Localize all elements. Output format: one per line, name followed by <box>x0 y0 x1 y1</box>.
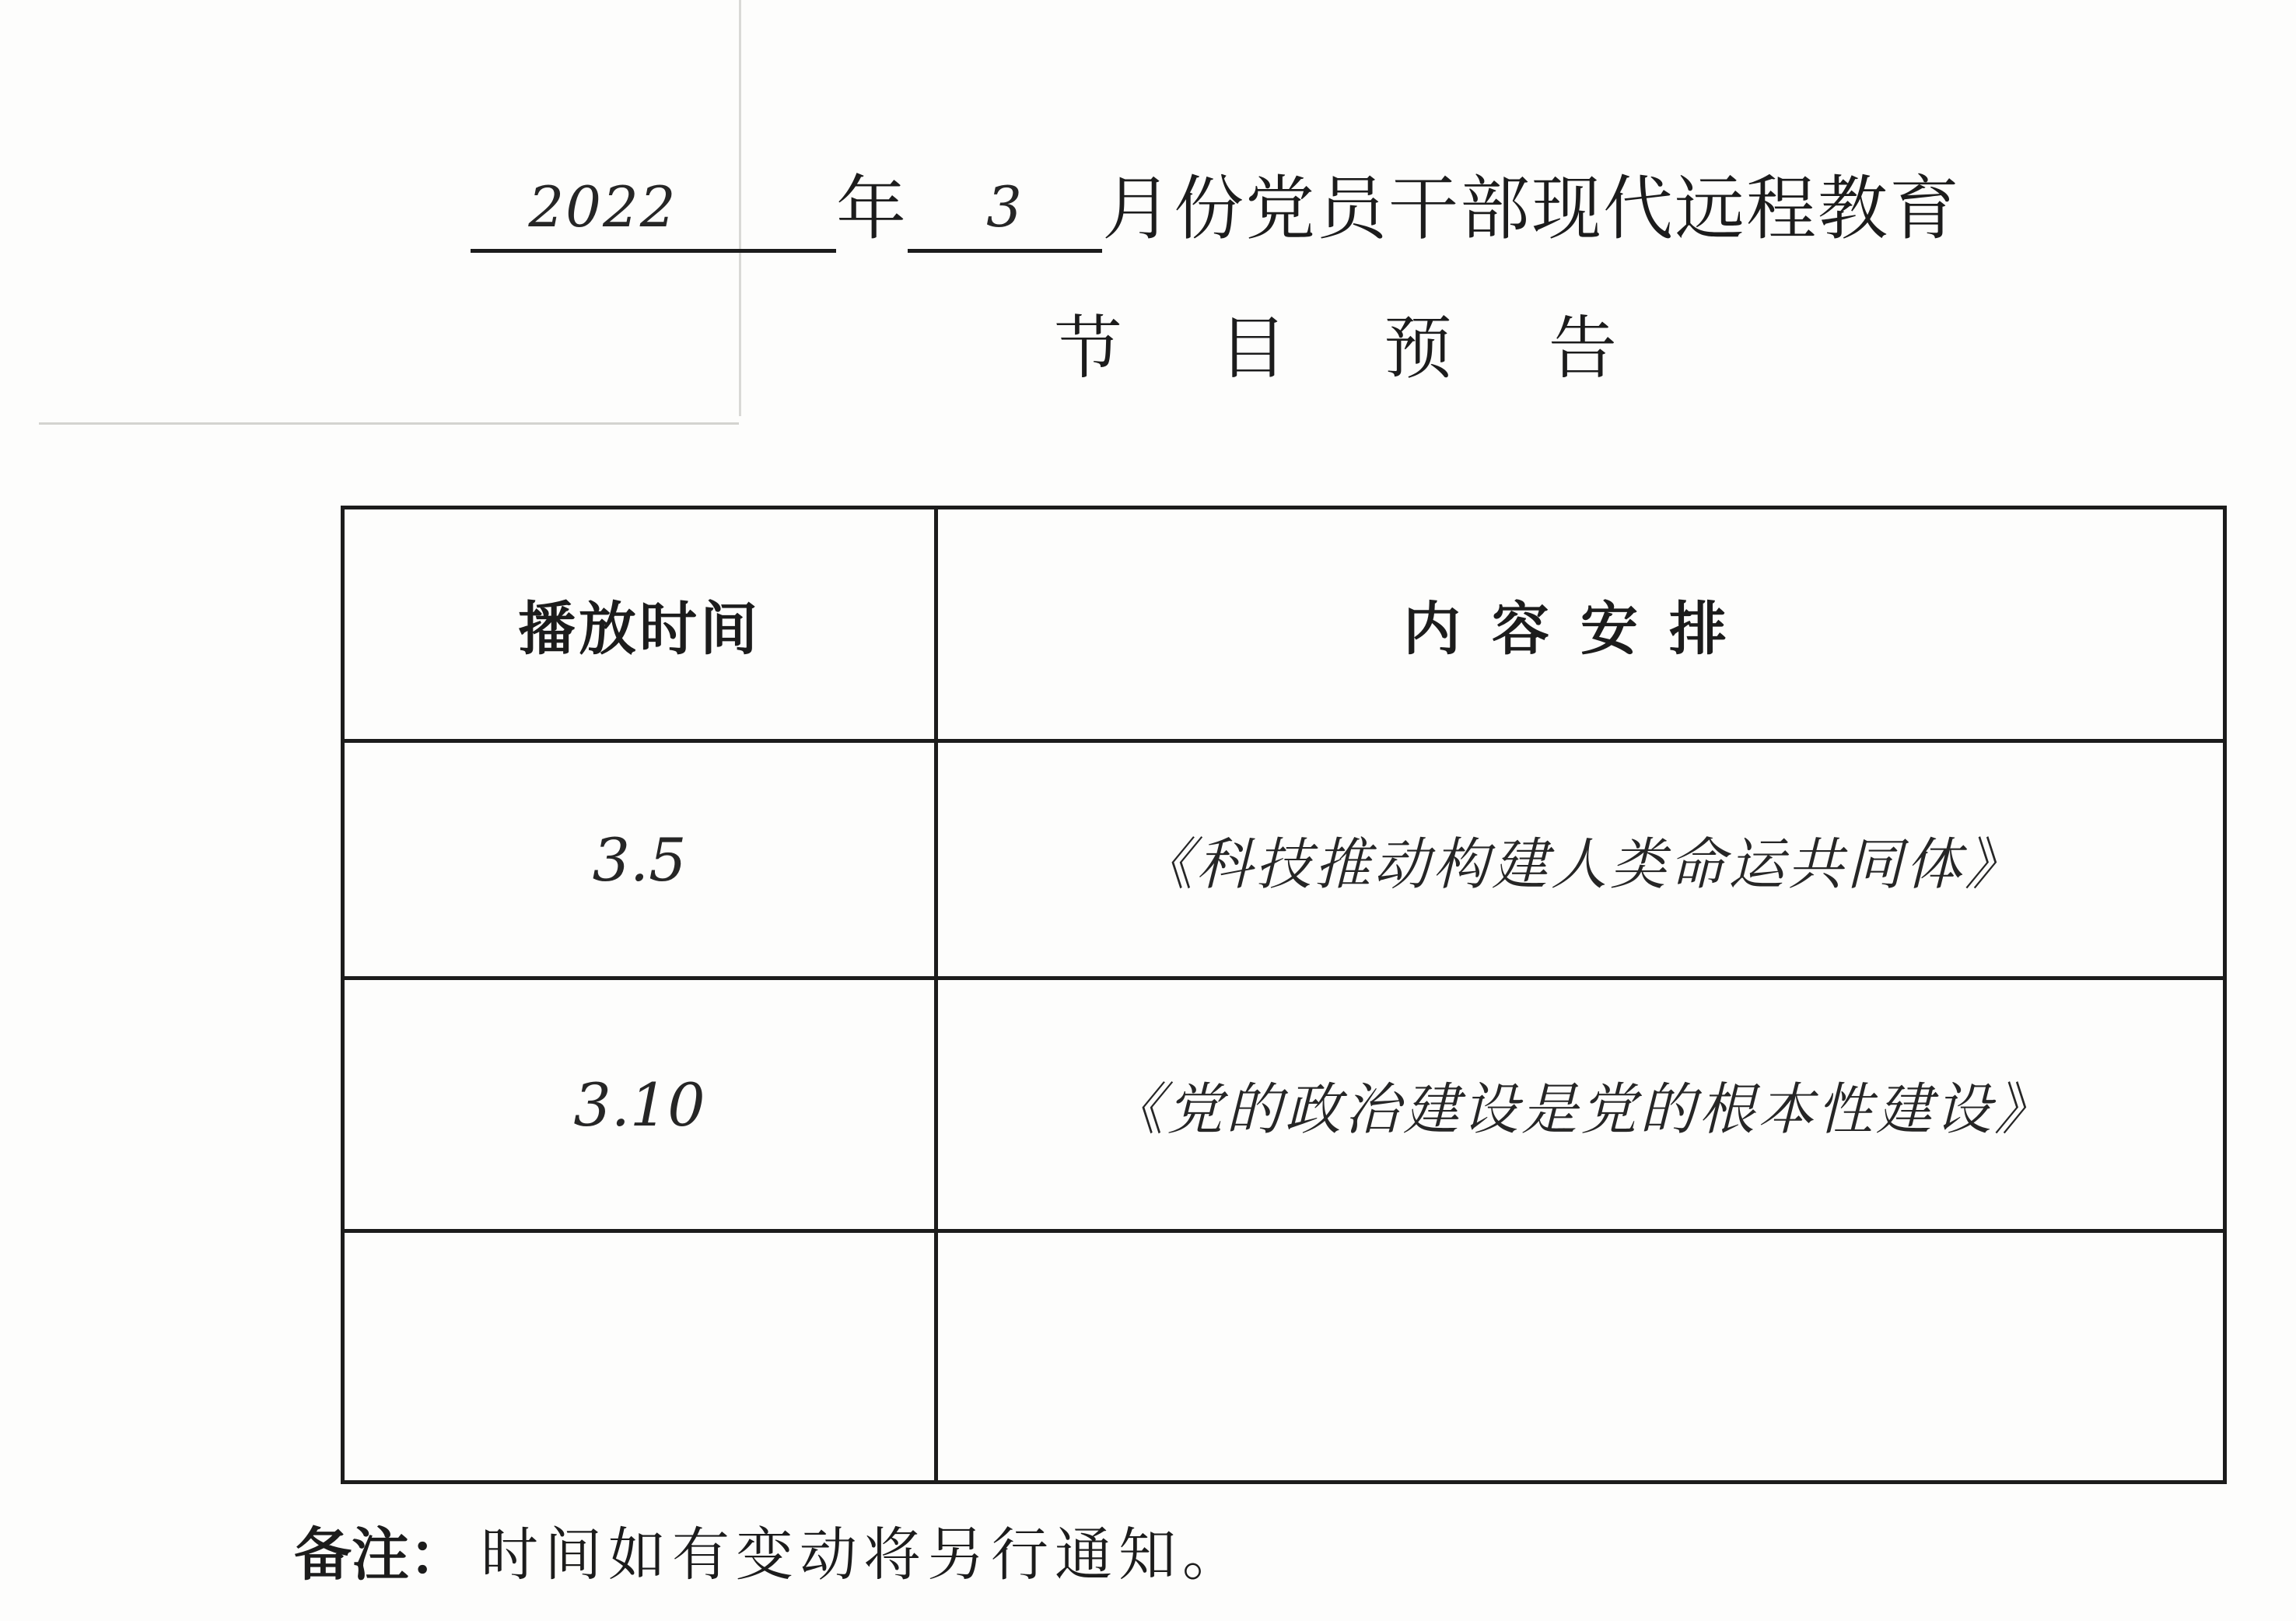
table-row <box>343 741 2225 979</box>
row-time: 3.10 <box>343 979 936 1231</box>
year-value: 2022 <box>528 174 677 240</box>
header-time: 播放时间 <box>343 508 936 741</box>
footnote-text: 时间如有变动将另行通知。 <box>481 1521 1246 1588</box>
row-content: 《科技推动构建人类命运共同体》 <box>936 741 2225 979</box>
table-header-row <box>343 508 2225 741</box>
month-blank <box>908 163 1102 253</box>
row-content <box>936 1231 2225 1483</box>
table-row <box>343 979 2225 1231</box>
year-blank <box>471 163 735 253</box>
paper-edge <box>39 422 739 425</box>
schedule-table <box>341 506 2227 1484</box>
footnote <box>294 1509 1246 1591</box>
page-title <box>471 159 1961 253</box>
row-content: 《党的政治建设是党的根本性建设》 <box>936 979 2225 1231</box>
footnote-label: 备注： <box>294 1521 467 1588</box>
title-rest: 月份党员干部现代远程教育 <box>1102 168 1961 250</box>
year-suffix: 年 <box>836 168 908 250</box>
header-content: 内容安排 <box>936 508 2225 741</box>
table-row <box>343 1231 2225 1483</box>
row-time <box>343 1231 936 1483</box>
row-time: 3.5 <box>343 741 936 979</box>
page-subtitle: 节 目 预 告 <box>1054 308 1654 388</box>
year-blank-extension <box>735 163 836 253</box>
month-value: 3 <box>986 174 1024 240</box>
